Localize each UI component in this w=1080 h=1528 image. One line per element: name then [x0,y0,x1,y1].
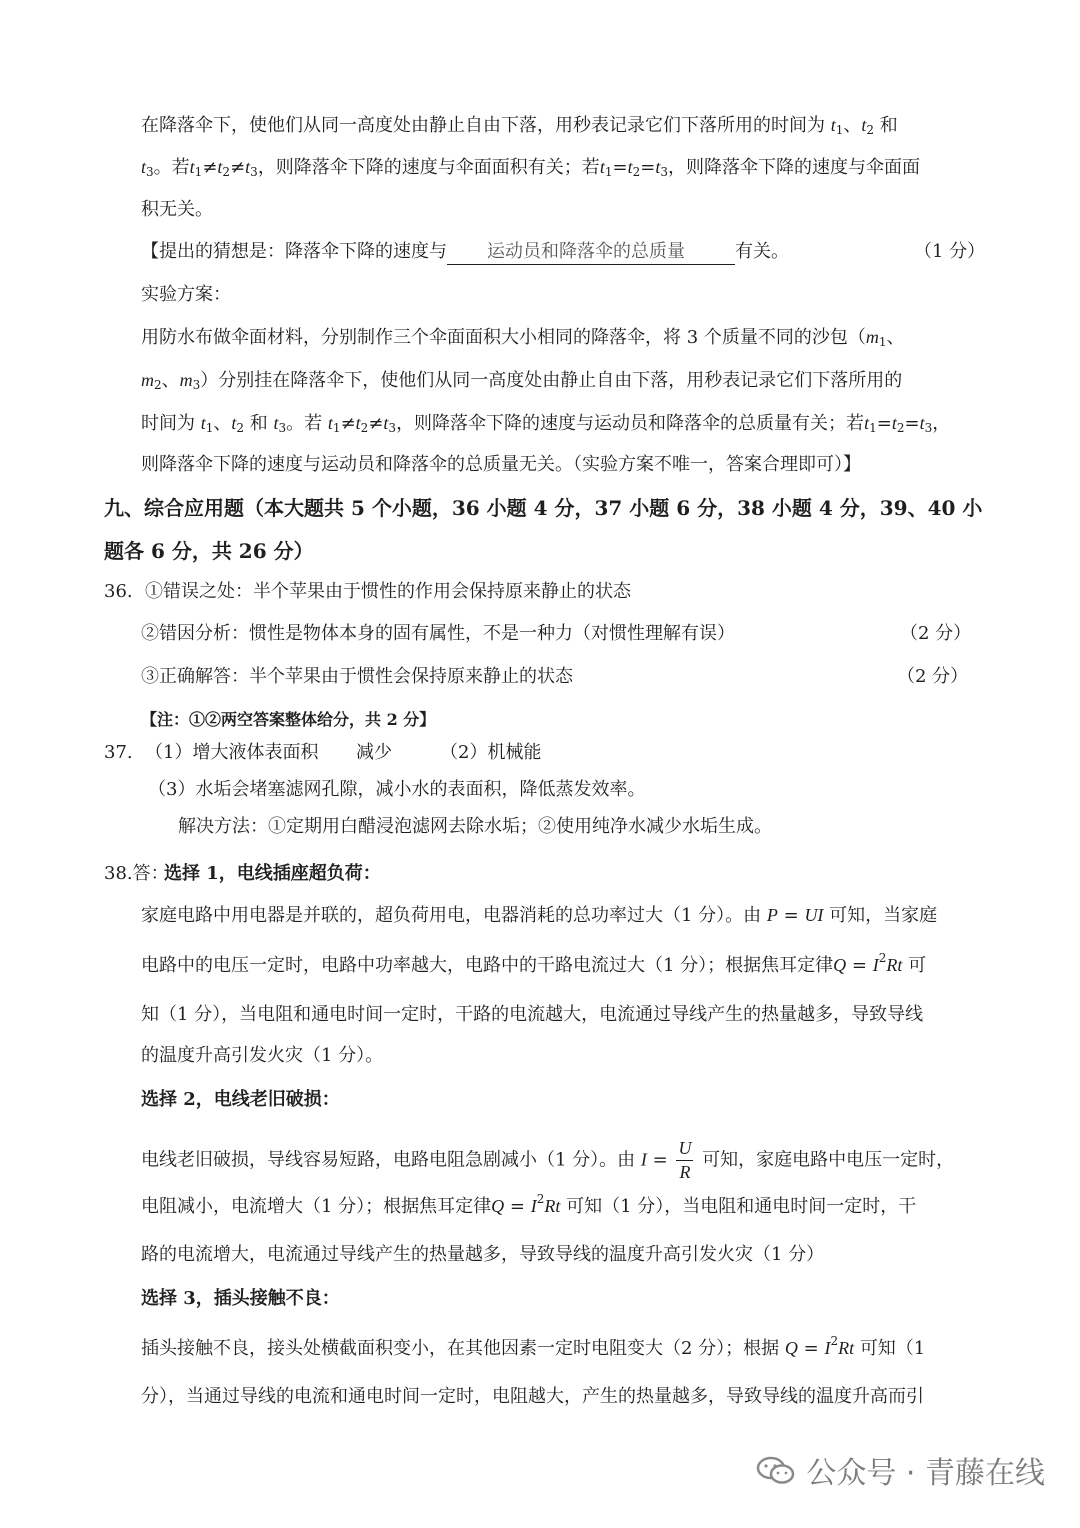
plan-line2: $m_2$、$m_3$）分别挂在降落伞下，使他们从同一高度处由静止自由下落，用秒表记录它们下落所用的 [141,370,903,392]
q36-item-c: ③正确解答：半个苹果由于惯性会保持原来静止的状态 [141,666,573,687]
q38-number: 38.答： [104,863,169,884]
q37-part1-answer: 减少 [356,742,392,763]
q38-option3-title: 选择 3，插头接触不良： [141,1288,340,1309]
q38-option2-line1: 电线老旧破损，导线容易短路，电路电阻急剧减小（1 分）。由 I = $\frac{U}{R}$ 可知，家庭电路中电压一定时， [141,1138,955,1182]
para-fall-line1: 在降落伞下，使他们从同一高度处由静止自由下落，用秒表记录它们下落所用的时间为 $t_1$、$t_2$ 和 [141,115,898,137]
q37-number: 37. [104,742,133,763]
watermark-text: 公众号 · 青藤在线 [806,1456,1045,1491]
plan-line4: 则降落伞下降的速度与运动员和降落伞的总质量无关。（实验方案不唯一，答案合理即可）】 [141,454,861,475]
ohm-law-fraction: $\frac{U}{R}$ [678,1138,692,1182]
q36-item-b-score: （2 分） [900,623,972,644]
q38-option1-line2: 电路中的电压一定时，电路中功率越大，电路中的干路电流过大（1 分）；根据焦耳定律$Q = I^2Rt$ 可 [141,951,927,976]
q38-option1-line3: 知（1 分），当电阻和通电时间一定时，干路的电流越大，电流通过导线产生的热量越多，导致导线 [141,1004,924,1025]
guess-answer-blank: 运动员和降落伞的总质量 [447,240,735,265]
q38-option1-line4: 的温度升高引发火灾（1 分）。 [141,1045,384,1066]
q37-part3: （3）水垢会堵塞滤网孔隙，减小水的表面积，降低蒸发效率。 [148,779,646,800]
plan-line1: 用防水布做伞面材料，分别制作三个伞面面积大小相同的降落伞，将 3 个质量不同的沙包（$m_1$、 [141,327,905,349]
section9-heading-line1: 九、综合应用题（本大题共 5 个小题，36 小题 4 分，37 小题 6 分，38 小题 4 分，39、40 小 [104,496,983,520]
q37-part1: （1）增大液体表面积 [145,742,319,763]
plan-title: 实验方案： [141,284,231,305]
q36-item-c-score: （2 分） [897,666,969,687]
plan-line3: 时间为 $t_1$、$t_2$ 和 $t_3$。若 $t_1\ne t_2\ne t_3$，则降落伞下降的速度与运动员和降落伞的总质量有关；若$t_1=t_2=t_3$， [141,413,951,435]
q38-option2-line2: 电阻减小，电流增大（1 分）；根据焦耳定律$Q = I^2Rt$ 可知（1 分），当电阻和通电时间一定时，干 [141,1192,917,1217]
q38-option2-title: 选择 2，电线老旧破损： [141,1089,340,1110]
q37-part2: （2）机械能 [440,742,542,763]
q38-option1-line1: 家庭电路中用电器是并联的，超负荷用电，电器消耗的总功率过大（1 分）。由 P = UI 可知，当家庭 [141,905,938,926]
q36-note: 【注：①②两空答案整体给分，共 2 分】 [141,710,436,729]
q36-item-a: ①错误之处：半个苹果由于惯性的作用会保持原来静止的状态 [145,581,631,602]
para-fall-line2: $t_3$。若$t_1\ne t_2\ne t_3$，则降落伞下降的速度与伞面面积有关；若$t_1=t_2=t_3$，则降落伞下降的速度与伞面面 [141,157,920,179]
q38-option3-line1: 插头接触不良，接头处横截面积变小，在其他因素一定时电阻变大（2 分）；根据 $Q = I^2Rt$ 可知（1 [141,1334,926,1359]
q38-option3-line2: 分），当通过导线的电流和通电时间一定时，电阻越大，产生的热量越多，导致导线的温度升高而引 [141,1386,924,1407]
q38-option1-title: 选择 1，电线插座超负荷： [164,863,381,884]
guess-score: （1 分） [914,241,986,262]
q36-item-b: ②错因分析：惯性是物体本身的固有属性，不是一种力（对惯性理解有误） [141,623,735,644]
wechat-watermark [756,1448,1045,1492]
para-fall-line3: 积无关。 [141,199,213,220]
q36-number: 36. [104,581,133,602]
q37-solution: 解决方法：①定期用白醋浸泡滤网去除水垢；②使用纯净水减少水垢生成。 [178,816,772,837]
wechat-icon [756,1455,796,1485]
q38-option2-line3: 路的电流增大，电流通过导线产生的热量越多，导致导线的温度升高引发火灾（1 分） [141,1244,825,1265]
guess-line: 【提出的猜想是：降落伞下降的速度与 运动员和降落伞的总质量 有关。 [141,240,789,265]
section9-heading-line2: 题各 6 分，共 26 分） [104,539,314,563]
